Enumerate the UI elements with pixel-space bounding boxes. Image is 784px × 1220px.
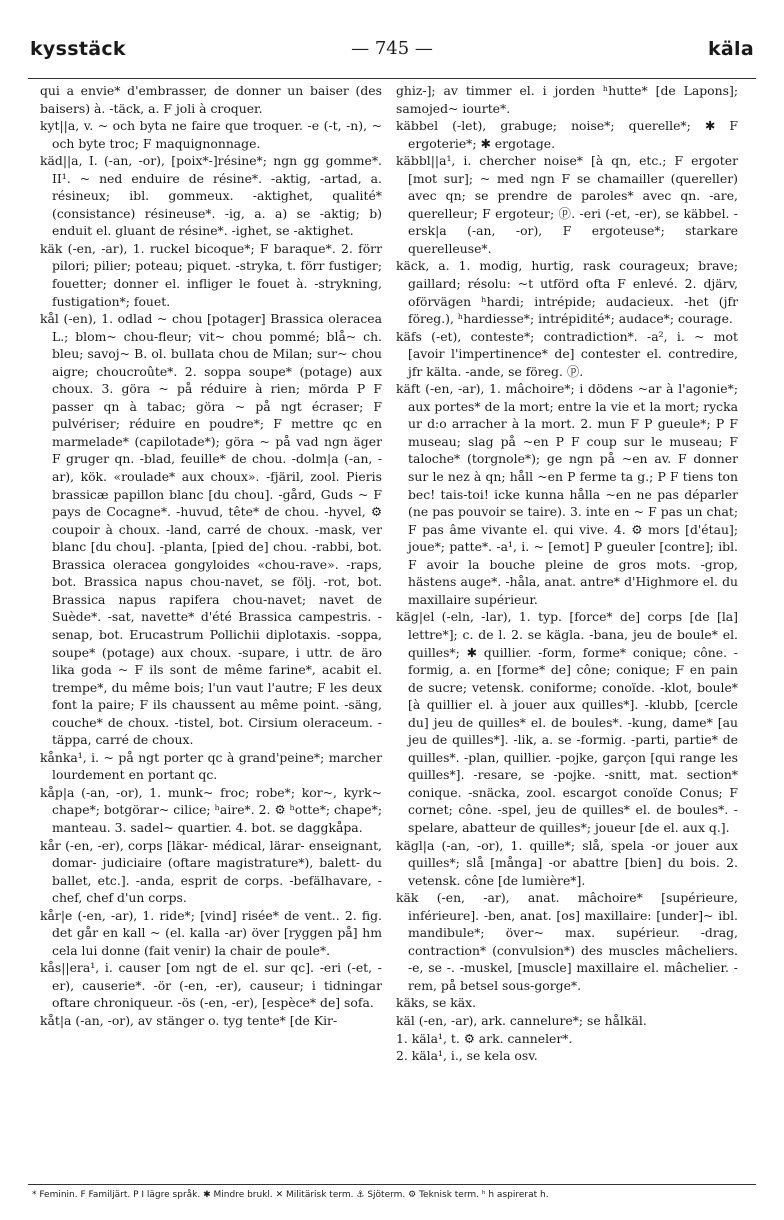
dictionary-entry: käfs (-et), conteste*; contradiction*. -a², i. ~ mot [avoir l'impertinence* de] contester el. contredire, jfr kälta. -ande, se föreg. ⓟ. bbox=[396, 328, 738, 379]
dictionary-entry: kår (-en, -er), corps [läkar- médical, lärar- enseignant, domar- judiciaire (oftare magistrature*), balett- du ballet, etc.]. -anda, esprit de corps. -befälhavare, -chef, chef d'un corps. bbox=[40, 837, 382, 906]
dictionary-entry: ghiz-]; av timmer el. i jorden ʰhutte* [de Lapons]; samojed~ iourte*. bbox=[396, 83, 738, 116]
dictionary-entry: 1. käla¹, t. ⚙ ark. canneler*. bbox=[396, 1030, 573, 1046]
right-running-headword: käla bbox=[708, 38, 754, 60]
left-running-headword: kysstäck bbox=[30, 38, 126, 60]
dictionary-entry: käbbl||a¹, i. chercher noise* [à qn, etc.; F ergoter [mot sur]; ~ med ngn F se chamailler (quereller) avec qn; se prendre de paroles* avec qn. -are, querelleur; F ergoteur; ⓟ. -eri (-et, -er), se käbbel. -ersk|a (-an, -or), F ergoteuse*; starkare querelleuse*. bbox=[396, 153, 738, 256]
page-number: — 745 — bbox=[351, 38, 433, 59]
dictionary-entry: käbbel (-let), grabuge; noise*; querelle*; ✱ F ergoterie*; ✱ ergotage. bbox=[396, 118, 738, 151]
dictionary-entry: käck, a. 1. modig, hurtig, rask courageux; brave; gaillard; résolu: ~t utförd ofta F enlevé. 2. djärv, oförvägen ʰhardi; intrépide; audacieux. -het (jfr föreg.), ʰhardiesse*; intrépidité*; audace*; courage. bbox=[396, 258, 738, 327]
dictionary-entry: kägl|a (-an, -or), 1. quille*; slå, spela -or jouer aux quilles*; slå [många] -or abattre [bien] du bois. 2. vetensk. cône [de lumière*]. bbox=[396, 837, 738, 888]
page-header bbox=[28, 38, 756, 68]
dictionary-entry: käd||a, I. (-an, -or), [poix*-]résine*; ngn gg gomme*. II¹. ~ ned enduire de résine*. -aktig, -artad, a. résineux; ibl. gommeux. -aktighet, qualité* (consistance) résineuse*. -ig, a. a) se -aktig; b) enduit el. gluant de résine*. -ighet, se -aktighet. bbox=[40, 153, 382, 239]
dictionary-entry: qui a envie* d'embrasser, de donner un baiser (des baisers) à. -täck, a. F joli à croquer. bbox=[40, 83, 382, 116]
footer-rule bbox=[28, 1184, 756, 1185]
dictionary-entry: käks, se käx. bbox=[396, 995, 477, 1011]
header-rule bbox=[28, 78, 756, 79]
dictionary-entry: kår|e (-en, -ar), 1. ride*; [vind] risée* de vent.. 2. fig. det går en kall ~ (el. kalla -ar) över [ryggen på] hm cela lui donne (fait venir) la chair de poule*. bbox=[40, 907, 382, 958]
abbreviation-key: * Feminin. F Familjärt. P I lägre språk. ✱ Mindre brukl. ✕ Militärisk term. ⚓ Sjöterm. ⚙ Teknisk term. ʰ h aspirerat h. bbox=[32, 1190, 549, 1200]
dictionary-entry: kyt||a, v. ~ och byta ne faire que troquer. -e (-t, -n), ~ och byte troc; F maquignonnage. bbox=[40, 118, 382, 151]
dictionary-entry: käk (-en, -ar), 1. ruckel bicoque*; F baraque*. 2. förr pilori; pilier; poteau; piquet. -stryka, t. förr fustiger; fouetter; donner el. infliger le fouet à. -strykning, fustigation*; fouet. bbox=[40, 240, 382, 309]
dictionary-entry: käl (-en, -ar), ark. cannelure*; se hålkäl. bbox=[396, 1012, 647, 1028]
right-column bbox=[396, 82, 738, 1065]
dictionary-entry: käg|el (-eln, -lar), 1. typ. [force* de] corps [de [la] lettre*]; c. de l. 2. se kägla. -bana, jeu de boule* el. quilles*; ✱ quillier. -form, forme* conique; cône. -formig, a. en [forme* de] cône; conique; F en pain de sucre; vetensk. coniforme; conoïde. -klot, boule* [à quillier el. à jouer aux quilles*]. -klubb, [cercle du] jeu de quilles* el. de boules*. -kung, dame* [au jeu de quilles*]. -lik, a. se -formig. -parti, partie* de quilles*. -plan, quillier. -pojke, garçon [qui range les quilles*]. -resare, se -pojke. -snitt, mat. section* conique. -snäcka, zool. escargot conoïde Conus; F cornet; cône. -spel, jeu de quilles* el. de boules*. -spelare, abatteur de quilles*; joueur [de el. aux q.]. bbox=[396, 609, 738, 835]
left-column bbox=[40, 82, 382, 1030]
dictionary-entry: käk (-en, -ar), anat. mâchoire* [supérieure, inférieure]. -ben, anat. [os] maxillaire: [under]~ ibl. mandibule*; över~ max. supérieur. -drag, contraction* (convulsion*) des muscles mâcheliers. -e, se -. -muskel, [muscle] maxillaire el. mâchelier. -rem, på betsel sous-gorge*. bbox=[396, 890, 738, 993]
dictionary-entry: kånka¹, i. ~ på ngt porter qc à grand'peine*; marcher lourdement en portant qc. bbox=[40, 749, 382, 783]
dictionary-entry: kåt|a (-an, -or), av stänger o. tyg tente* [de Kir- bbox=[40, 1012, 338, 1028]
dictionary-entry: kås||era¹, i. causer [om ngt de el. sur qc]. -eri (-et, -er), causerie*. -ör (-en, -er), causeur; i tidningar oftare chroniqueur. -ös (-en, -er), [espèce* de] sofa. bbox=[40, 960, 382, 1011]
dictionary-entry: kåp|a (-an, -or), 1. munk~ froc; robe*; kor~, kyrk~ chape*; botgörar~ cilice; ʰaire*. 2. ⚙ ʰotte*; chape*; manteau. 3. sadel~ quartier. 4. bot. se daggkåpa. bbox=[40, 784, 382, 835]
dictionary-entry: 2. käla¹, i., se kela osv. bbox=[396, 1048, 538, 1064]
dictionary-entry: käft (-en, -ar), 1. mâchoire*; i dödens ~ar à l'agonie*; aux portes* de la mort; entre la vie et la mort; rycka ur d:o arracher à la mort. 2. mun F P gueule*; P F museau; slag på ~en P F coup sur le museau; F taloche* (torgnole*); ge ngn på ~en av. F donner sur le nez à qn; håll ~en P ferme ta g.; P F tiens ton bec! tais-toi! icke kunna hålla ~en ne pas déparler (ne pas pouvoir se taire). 3. inte en ~ F pas un chat; F pas âme vivante el. qui vive. 4. ⚙ mors [d'étau]; joue*; patte*. -a¹, i. ~ [emot] P gueuler [contre]; ibl. F avoir la bouche pleine de gros mots. -grop, hästens auge*. -håla, anat. antre* d'Highmore el. du maxillaire supérieur. bbox=[396, 381, 738, 607]
dictionary-entry: kål (-en), 1. odlad ~ chou [potager] Brassica oleracea L.; blom~ chou-fleur; vit~ chou pommé; blå~ ch. bleu; savoj~ B. ol. bullata chou de Milan; sur~ chou aigre; choucroûte*. 2. soppa soupe* (potage) aux choux. 3. göra ~ på réduire à rien; mörda P F passer qn à tabac; göra ~ på ngt écraser; F pulvériser; réduire en poudre*; F mettre qc en marmelade* (capilotade*); göra ~ på vad ngn äger F gruger qn. -blad, feuille* de chou. -dolm|a (-an, -ar), kök. «roulade* aux choux». -fjäril, zool. Pieris brassicæ papillon blanc [du chou]. -gård, Guds ~ F pays de Cocagne*. -huvud, tête* de chou. -hyvel, ⚙ coupoir à choux. -land, carré de choux. -mask, ver blanc [du chou]. -planta, [pied de] chou. -rabbi, bot. Brassica oleracea gongyloides «chou-rave». -raps, bot. Brassica napus chou-navet, se följ. -rot, bot. Brassica napus rapifera chou-navet; navet de Suède*. -sat, navette* d'été Brassica campestris. -senap, bot. Erucastrum Pollichii diplotaxis. -soppa, soupe* (potage) aux choux. -supare, i uttr. de äro lika goda ~ F ils sont de même farine*, acabit el. trempe*, du même bois; l'un vaut l'autre; F les deux font la paire; F ils chaussent au même point. -säng, couche* de choux. -tistel, bot. Cirsium oleraceum. -täppa, carré de choux. bbox=[40, 311, 382, 748]
